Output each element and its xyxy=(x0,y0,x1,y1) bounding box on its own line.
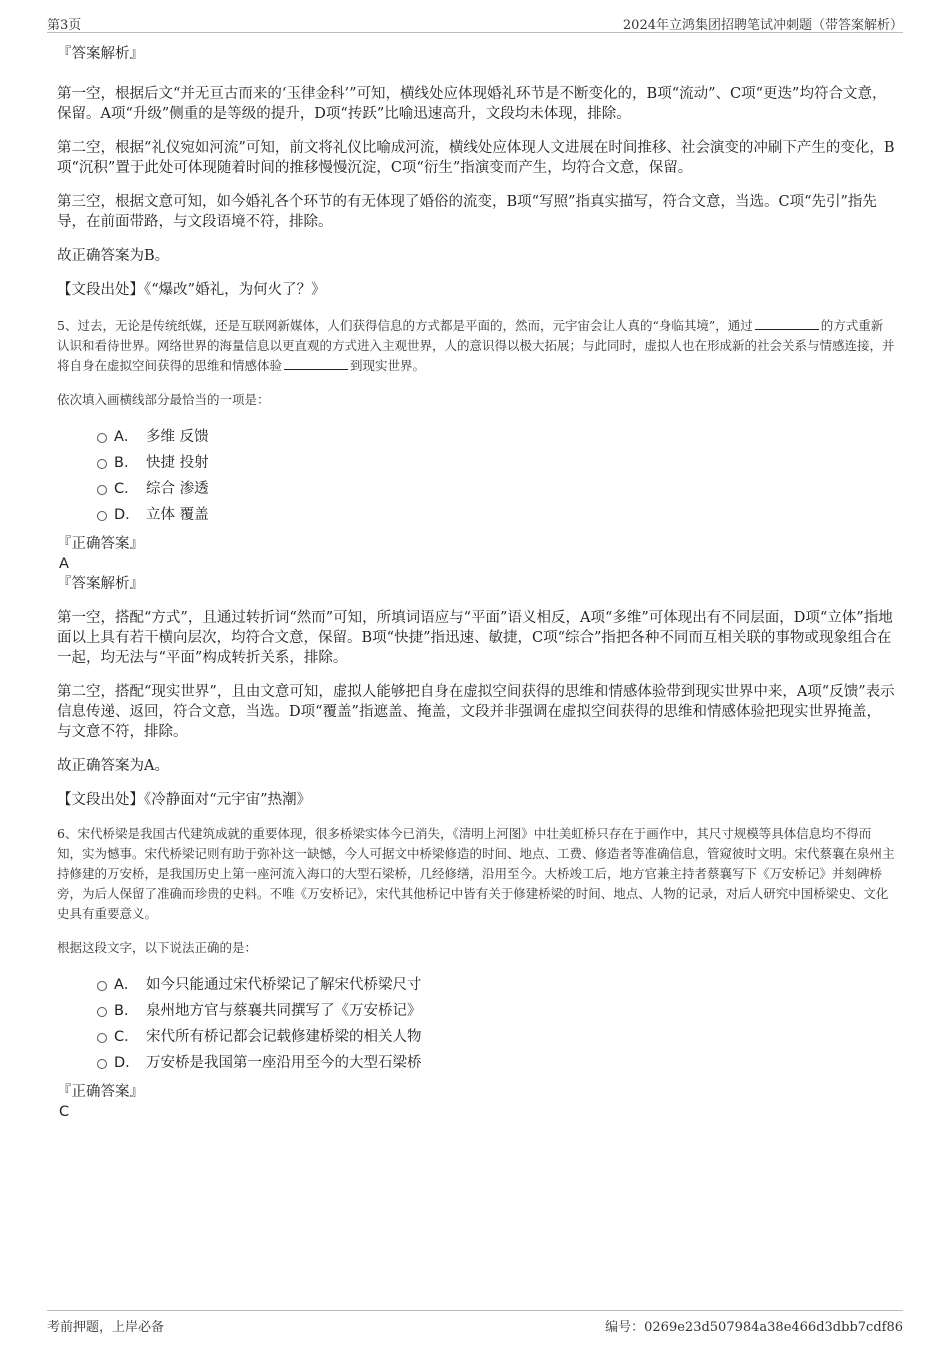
page-number: 第3页 xyxy=(47,18,82,33)
source: 【文段出处】《“爆改”婚礼，为何火了？》 xyxy=(57,282,326,298)
document-title: 2024年立鸿集团招聘笔试冲刺题（带答案解析） xyxy=(622,18,903,33)
correct-answer: C xyxy=(59,1104,70,1120)
question-prompt: 依次填入画横线部分最恰当的一项是： xyxy=(57,392,270,407)
option-b[interactable]: B． 快捷 投射 xyxy=(57,450,895,476)
question-stem: 5、过去，无论是传统纸媒，还是互联网新媒体，人们获得信息的方式都是平面的，然而，元宇宙会让人真的“身临其境”，通过 的方式重新认识和看待世界。网络世界的海量信息以更直观的方式进入主观世界，人的意识得以极大拓展；与此同时，虚拟人也在形成新的社会关系与情感连接，并将自身在虚拟空间获得的思维和情感体验 到现实世界。 xyxy=(57,318,895,373)
option-a[interactable]: A． 如今只能通过宋代桥梁记了解宋代桥梁尺寸 xyxy=(57,972,895,998)
question-stem: 6、宋代桥梁是我国古代建筑成就的重要体现，很多桥梁实体今已消失，《清明上河图》中壮美虹桥只存在于画作中，其尺寸规模等具体信息均不得而知，实为憾事。宋代桥梁记则有助于弥补这一缺憾，今人可据文中桥梁修造的时间、地点、工费、修造者等准确信息，管窥彼时文明。宋代蔡襄在泉州主持修建的万安桥，是我国历史上第一座河流入海口的大型石梁桥，几经修缮，沿用至今。大桥竣工后，地方官兼主持者蔡襄写下《万安桥记》并刻碑桥旁，为后人保留了准确而珍贵的史料。不唯《万安桥记》，宋代其他桥记中皆有关于修建桥梁的时间、地点、人物的记录，对后人研究中国桥梁史、文化史具有重要意义。 xyxy=(57,826,895,921)
options-list xyxy=(57,424,895,528)
radio-icon[interactable] xyxy=(97,511,107,521)
document-code: 编号：0269e23d507984a38e466d3dbb7cdf86 xyxy=(605,1320,903,1335)
page-footer xyxy=(47,1310,903,1333)
analysis-label: 『答案解析』 xyxy=(57,46,144,62)
analysis-paragraph: 第一空，根据后文“并无亘古而来的‘玉律金科’”可知，横线处应体现婚礼环节是不断变化的，B项“流动”、C项“更迭”均符合文意，保留。A项“升级”侧重的是等级的提升，D项“抟跃”比喻迅速高升，文段均未体现，排除。 xyxy=(57,86,887,122)
option-a[interactable]: A． 多维 反馈 xyxy=(57,424,895,450)
radio-icon[interactable] xyxy=(97,1033,107,1043)
correct-answer-label: 『正确答案』 xyxy=(57,1084,144,1100)
radio-icon[interactable] xyxy=(97,1059,107,1069)
correct-answer: A xyxy=(59,556,69,572)
option-d[interactable]: D． 立体 覆盖 xyxy=(57,502,895,528)
option-b[interactable]: B． 泉州地方官与蔡襄共同撰写了《万安桥记》 xyxy=(57,998,895,1024)
option-d[interactable]: D． 万安桥是我国第一座沿用至今的大型石梁桥 xyxy=(57,1050,895,1076)
radio-icon[interactable] xyxy=(97,433,107,443)
analysis-paragraph: 第二空，搭配“现实世界”，且由文意可知，虚拟人能够把自身在虚拟空间获得的思维和情感体验带到现实世界中来，A项“反馈”表示信息传递、返回，符合文意，当选。D项“覆盖”指遮盖、掩盖，文段并非强调在虚拟空间获得的思维和情感体验把现实世界掩盖，与文意不符，排除。 xyxy=(57,684,895,740)
correct-answer-label: 『正确答案』 xyxy=(57,536,144,552)
source: 【文段出处】《冷静面对“元宇宙”热潮》 xyxy=(57,792,312,808)
analysis-paragraph: 第二空，根据“礼仪宛如河流”可知，前文将礼仪比喻成河流，横线处应体现人文进展在时间推移、社会演变的冲刷下产生的变化，B项“沉积”置于此处可体现随着时间的推移慢慢沉淀，C项“衍生”指演变而产生，均符合文意，保留。 xyxy=(57,140,895,176)
radio-icon[interactable] xyxy=(97,981,107,991)
document-content xyxy=(57,40,895,1122)
question-prompt: 根据这段文字，以下说法正确的是： xyxy=(57,940,258,955)
conclusion: 故正确答案为B。 xyxy=(57,248,170,264)
fill-blank xyxy=(284,357,348,370)
page-header xyxy=(47,12,903,33)
radio-icon[interactable] xyxy=(97,1007,107,1017)
analysis-paragraph: 第一空，搭配“方式”，且通过转折词“然而”可知，所填词语应与“平面”语义相反，A项“多维”可体现出有不同层面，D项“立体”指地面以上具有若干横向层次，均符合文意，保留。B项“快捷”指迅速、敏捷，C项“综合”指把各种不同而互相关联的事物或现象组合在一起，均无法与“平面”构成转折关系，排除。 xyxy=(57,610,893,666)
fill-blank xyxy=(755,317,819,330)
footer-slogan: 考前押题，上岸必备 xyxy=(47,1320,165,1335)
option-c[interactable]: C． 综合 渗透 xyxy=(57,476,895,502)
options-list xyxy=(57,972,895,1076)
conclusion: 故正确答案为A。 xyxy=(57,758,169,774)
radio-icon[interactable] xyxy=(97,485,107,495)
radio-icon[interactable] xyxy=(97,459,107,469)
analysis-paragraph: 第三空，根据文意可知，如今婚礼各个环节的有无体现了婚俗的流变，B项“写照”指真实描写，符合文意，当选。C项“先引”指先导，在前面带路，与文段语境不符，排除。 xyxy=(57,194,877,230)
option-c[interactable]: C． 宋代所有桥记都会记载修建桥梁的相关人物 xyxy=(57,1024,895,1050)
analysis-label: 『答案解析』 xyxy=(57,576,144,592)
